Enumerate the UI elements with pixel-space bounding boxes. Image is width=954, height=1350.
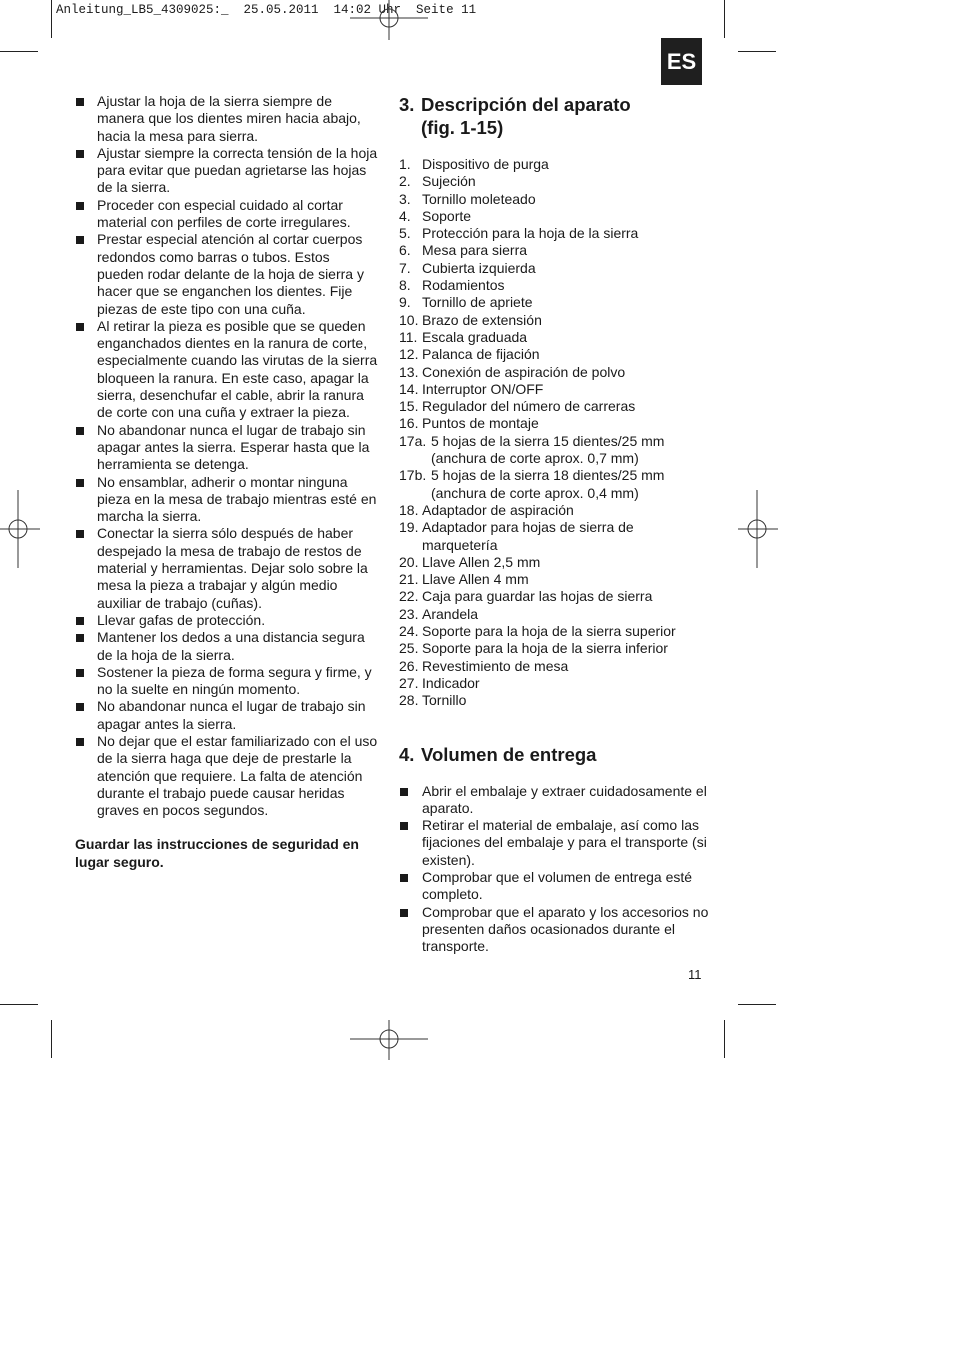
- part-label: Cubierta izquierda: [422, 259, 536, 276]
- part-label: Indicador: [422, 674, 480, 691]
- language-tab: ES: [661, 38, 702, 85]
- part-label: Regulador del número de carreras: [422, 398, 636, 415]
- crop-mark: [738, 1004, 776, 1005]
- part-label: Conexión de aspiración de polvo: [422, 363, 626, 380]
- crop-mark: [51, 0, 52, 38]
- parts-list-item: [399, 260, 709, 277]
- part-number: 24.: [399, 623, 419, 640]
- parts-list-item: [399, 502, 709, 519]
- part-number: 21.: [399, 571, 419, 588]
- registration-mark-icon: [738, 490, 778, 568]
- list-item: No ensamblar, adherir o montar ninguna pieza en la mesa de trabajo mientras esté en marcha la sierra.: [75, 474, 380, 526]
- parts-list-item: [399, 658, 709, 675]
- part-number: 18.: [399, 501, 419, 518]
- part-number: 10.: [399, 311, 419, 328]
- parts-list-item: [399, 519, 709, 554]
- list-item: Conectar la sierra sólo después de haber despejado la mesa de trabajo de restos de material y herramientas. Dejar solo sobre la mesa la pieza a trabajar y algún medio auxiliar de trabajo (cuñas).: [75, 525, 380, 611]
- list-item: No abandonar nunca el lugar de trabajo sin apagar antes la sierra.: [75, 698, 380, 733]
- part-label: Caja para guardar las hojas de sierra: [422, 588, 653, 605]
- list-item: Al retirar la pieza es posible que se queden enganchados dientes en la ranura de corte, especialmente cuando las virutas de la sierra bloqueen la ranura. En este caso, apagar la sierra, desenchufar el cable, abrir la ranura de corte con una cuña y extraer la pieza.: [75, 318, 380, 422]
- parts-list-item: [399, 692, 709, 709]
- part-number: 11.: [399, 328, 418, 345]
- parts-list-item: [399, 433, 709, 468]
- part-number: 28.: [399, 692, 419, 709]
- part-label: 5 hojas de la sierra 15 dientes/25 mm (anchura de corte aprox. 0,7 mm): [431, 432, 665, 467]
- part-number: 3.: [399, 190, 411, 207]
- list-item: Mantener los dedos a una distancia segura de la hoja de la sierra.: [75, 629, 380, 664]
- part-number: 22.: [399, 588, 419, 605]
- list-item: Ajustar siempre la correcta tensión de la hoja para evitar que puedan agrietarse las hojas de la sierra.: [75, 145, 380, 197]
- parts-list-item: [399, 467, 709, 502]
- registration-mark-icon: [350, 0, 428, 40]
- list-item: Proceder con especial cuidado al cortar material con perfiles de corte irregulares.: [75, 197, 380, 232]
- parts-list-item: [399, 191, 709, 208]
- parts-list-item: [399, 173, 709, 190]
- list-item: No dejar que el estar familiarizado con el uso de la sierra haga que deje de prestarle la atención que requiere. La falta de atención durante el trabajo puede causar heridas graves en pocos segundos.: [75, 733, 380, 819]
- list-item: Abrir el embalaje y extraer cuidadosamente el aparato.: [399, 783, 709, 818]
- left-column: [75, 93, 380, 871]
- delivery-list: [399, 783, 709, 956]
- crop-mark: [724, 0, 725, 38]
- safety-note: Guardar las instrucciones de seguridad en lugar seguro.: [75, 836, 359, 870]
- part-label: Palanca de fijación: [422, 346, 540, 363]
- list-item: Llevar gafas de protección.: [75, 612, 380, 629]
- list-item: No abandonar nunca el lugar de trabajo sin apagar antes la sierra. Esperar hasta que la herramienta se detenga.: [75, 422, 380, 474]
- part-label: Adaptador para hojas de sierra de marquetería: [422, 519, 634, 553]
- parts-list: [399, 156, 709, 710]
- parts-list-item: [399, 242, 709, 259]
- parts-list-item: [399, 588, 709, 605]
- registration-mark-icon: [350, 1020, 428, 1060]
- part-label: Soporte para la hoja de la sierra inferior: [422, 640, 668, 657]
- list-item: Sostener la pieza de forma segura y firme, y no la suelte en ningún momento.: [75, 664, 380, 699]
- part-number: 25.: [399, 640, 419, 657]
- list-item: Retirar el material de embalaje, así como las fijaciones del embalaje y para el transporte (si existen).: [399, 817, 709, 869]
- part-label: Protección para la hoja de la sierra: [422, 225, 639, 242]
- part-number: 13.: [399, 363, 419, 380]
- part-label: Interruptor ON/OFF: [422, 380, 544, 397]
- parts-list-item: [399, 312, 709, 329]
- parts-list-item: [399, 381, 709, 398]
- right-column: [399, 93, 709, 955]
- part-number: 9.: [399, 294, 411, 311]
- part-label: Revestimiento de mesa: [422, 657, 569, 674]
- crop-mark: [724, 1020, 725, 1058]
- part-number: 20.: [399, 553, 419, 570]
- parts-list-item: [399, 294, 709, 311]
- part-number: 5.: [399, 225, 411, 242]
- parts-list-item: [399, 640, 709, 657]
- part-number: 23.: [399, 605, 419, 622]
- parts-list-item: [399, 329, 709, 346]
- part-number: 19.: [399, 519, 419, 536]
- list-item: Prestar especial atención al cortar cuerpos redondos como barras o tubos. Estos pueden rodar delante de la hoja de sierra y hacer que se enganchen los dientes. Fije piezas de este tipo con una cuña.: [75, 231, 380, 317]
- part-number: 12.: [399, 346, 419, 363]
- part-number: 6.: [399, 242, 411, 259]
- part-number: 7.: [399, 259, 411, 276]
- parts-list-item: [399, 554, 709, 571]
- part-label: Escala graduada: [422, 328, 528, 345]
- parts-list-item: [399, 364, 709, 381]
- part-label: 5 hojas de la sierra 18 dientes/25 mm (anchura de corte aprox. 0,4 mm): [431, 467, 665, 501]
- part-number: 17b.: [399, 467, 427, 484]
- parts-list-item: [399, 571, 709, 588]
- part-number: 27.: [399, 674, 419, 691]
- list-item: Comprobar que el volumen de entrega esté completo.: [399, 869, 709, 904]
- part-label: Rodamientos: [422, 277, 505, 294]
- parts-list-item: [399, 415, 709, 432]
- page-number: 11: [688, 967, 702, 982]
- crop-mark: [0, 51, 38, 52]
- part-number: 4.: [399, 207, 411, 224]
- crop-mark: [738, 51, 776, 52]
- part-label: Tornillo de apriete: [422, 294, 533, 311]
- registration-mark-icon: [0, 490, 40, 568]
- parts-list-item: [399, 346, 709, 363]
- part-label: Dispositivo de purga: [422, 156, 549, 172]
- print-header: Anleitung_LB5_4309025:_ 25.05.2011 14:02 Uhr Seite 11: [56, 3, 477, 17]
- part-label: Llave Allen 2,5 mm: [422, 553, 541, 570]
- part-label: Tornillo moleteado: [422, 190, 536, 207]
- safety-list: [75, 93, 380, 819]
- part-label: Soporte: [422, 207, 472, 224]
- part-number: 2.: [399, 173, 411, 190]
- parts-list-item: [399, 208, 709, 225]
- part-label: Mesa para sierra: [422, 242, 528, 259]
- part-label: Llave Allen 4 mm: [422, 571, 529, 588]
- parts-list-item: [399, 675, 709, 692]
- part-number: 1.: [399, 156, 411, 172]
- part-label: Adaptador de aspiración: [422, 501, 574, 518]
- parts-list-item: [399, 225, 709, 242]
- section-4-heading: 4. Volumen de entrega: [399, 743, 597, 765]
- part-label: Sujeción: [422, 173, 476, 190]
- part-number: 15.: [399, 398, 419, 415]
- section-3-heading: 3. Descripción del aparato (fig. 1-15): [399, 94, 631, 138]
- list-item: Ajustar la hoja de la sierra siempre de manera que los dientes miren hacia abajo, hacia la mesa para sierra.: [75, 93, 380, 145]
- parts-list-item: [399, 277, 709, 294]
- crop-mark: [51, 1020, 52, 1058]
- parts-list-item: [399, 156, 709, 173]
- part-label: Puntos de montaje: [422, 415, 539, 432]
- part-number: 8.: [399, 277, 411, 294]
- part-label: Soporte para la hoja de la sierra superior: [422, 623, 676, 640]
- part-number: 26.: [399, 657, 419, 674]
- part-number: 16.: [399, 415, 419, 432]
- crop-mark: [0, 1004, 38, 1005]
- parts-list-item: [399, 606, 709, 623]
- part-label: Brazo de extensión: [422, 311, 542, 328]
- part-label: Arandela: [422, 605, 479, 622]
- section-4: [399, 743, 709, 956]
- parts-list-item: [399, 623, 709, 640]
- part-number: 17a.: [399, 432, 427, 449]
- part-number: 14.: [399, 380, 419, 397]
- list-item: Comprobar que el aparato y los accesorios no presenten daños ocasionados durante el transporte.: [399, 904, 709, 956]
- part-label: Tornillo: [422, 692, 467, 709]
- parts-list-item: [399, 398, 709, 415]
